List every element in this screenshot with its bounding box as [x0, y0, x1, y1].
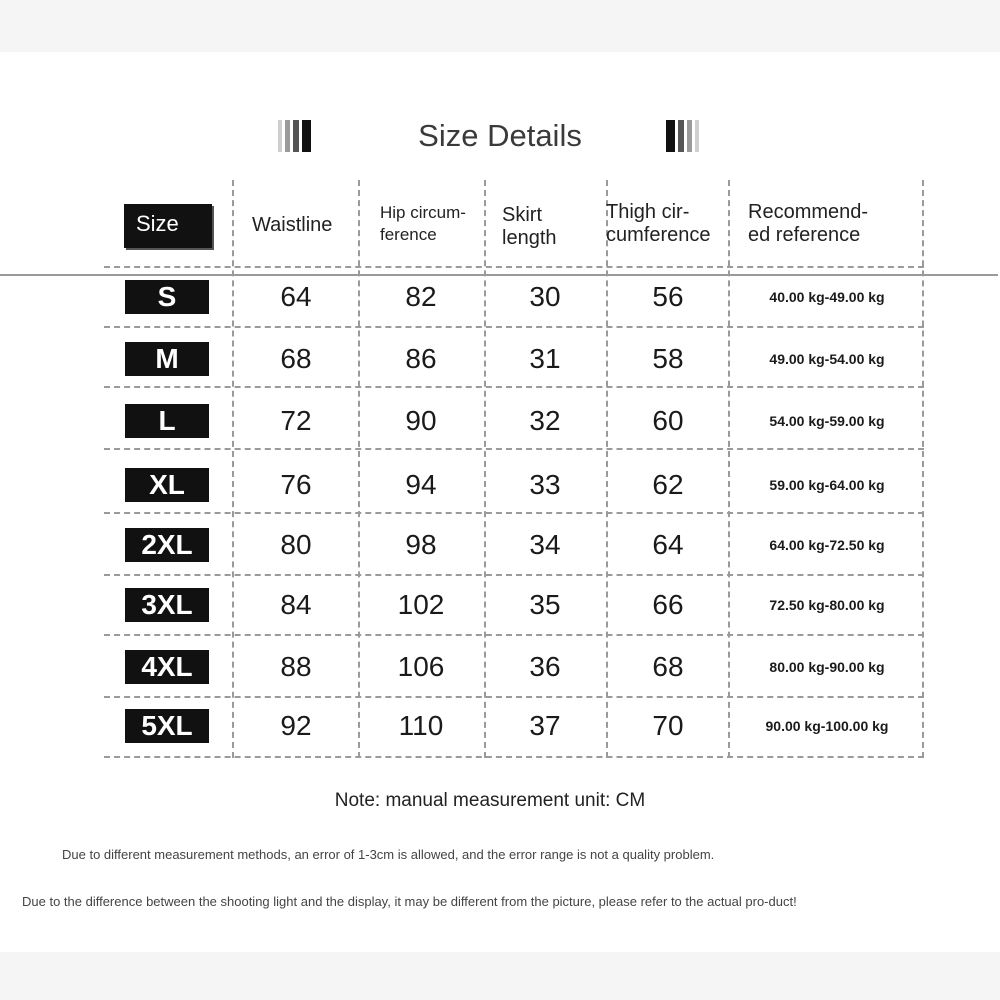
page-title: Size Details — [418, 118, 582, 153]
row-divider — [104, 512, 924, 514]
hip-cell: 86 — [405, 343, 437, 374]
hip-cell: 98 — [405, 529, 437, 560]
header-skirt-line1: Skirt — [502, 204, 542, 226]
thigh-cell: 66 — [652, 589, 684, 620]
title-row — [0, 112, 1000, 164]
skirt-length-cell: 30 — [529, 281, 561, 312]
size-table — [104, 180, 924, 758]
hip-cell: 94 — [405, 469, 437, 500]
bottom-band — [0, 952, 1000, 1000]
waistline-cell: 68 — [280, 343, 312, 374]
hip-cell: 82 — [405, 281, 437, 312]
size-badge: 2XL — [125, 528, 209, 562]
header-skirt-length — [502, 204, 557, 250]
disclaimer-measurement: Due to different measurement methods, an error of 1-3cm is allowed, and the error range is not a quality problem. — [62, 847, 715, 862]
recommended-cell: 80.00 kg-90.00 kg — [769, 659, 885, 675]
recommended-cell: 72.50 kg-80.00 kg — [769, 597, 885, 613]
row-divider — [104, 266, 924, 268]
row-divider — [104, 696, 924, 698]
skirt-length-cell: 37 — [529, 710, 561, 741]
size-badge: M — [125, 342, 209, 376]
header-hip-circumference — [380, 202, 466, 246]
size-badge: L — [125, 404, 209, 438]
waistline-cell: 72 — [280, 405, 312, 436]
thigh-cell: 62 — [652, 469, 684, 500]
thigh-cell: 64 — [652, 529, 684, 560]
row-divider — [104, 634, 924, 636]
header-recommended-reference — [748, 201, 868, 247]
header-recommended-line2: ed reference — [748, 224, 861, 246]
skirt-length-cell: 34 — [529, 529, 561, 560]
waistline-cell: 80 — [280, 529, 312, 560]
decorative-bars-right — [666, 120, 699, 152]
recommended-cell: 90.00 kg-100.00 kg — [765, 718, 889, 734]
size-badge: 4XL — [125, 650, 209, 684]
skirt-length-cell: 36 — [529, 651, 561, 682]
top-band — [0, 0, 1000, 52]
disclaimer-display: Due to the difference between the shooting light and the display, it may be different from the picture, please refer to the actual pro-duct! — [22, 894, 797, 909]
decorative-bars-left — [278, 120, 311, 152]
header-recommended-line1: Recommend- — [748, 201, 869, 223]
row-divider — [104, 574, 924, 576]
hip-cell: 106 — [397, 651, 445, 682]
skirt-length-cell: 33 — [529, 469, 561, 500]
thigh-cell: 60 — [652, 405, 684, 436]
waistline-cell: 76 — [280, 469, 312, 500]
thigh-cell: 56 — [652, 281, 684, 312]
size-badge: S — [125, 280, 209, 314]
skirt-length-cell: 31 — [529, 343, 561, 374]
row-divider — [104, 448, 924, 450]
skirt-length-cell: 35 — [529, 589, 561, 620]
header-skirt-line2: length — [502, 227, 557, 249]
hip-cell: 102 — [397, 589, 445, 620]
size-badge: XL — [125, 468, 209, 502]
header-thigh-line2: cumference — [606, 224, 711, 246]
header-thigh-circumference — [606, 201, 711, 247]
header-hip-line2: ference — [380, 225, 437, 244]
size-badge: 3XL — [125, 588, 209, 622]
recommended-cell: 54.00 kg-59.00 kg — [769, 413, 885, 429]
thigh-cell: 58 — [652, 343, 684, 374]
row-divider — [104, 756, 924, 758]
waistline-cell: 92 — [280, 710, 312, 741]
thigh-cell: 68 — [652, 651, 684, 682]
row-divider — [104, 386, 924, 388]
recommended-cell: 64.00 kg-72.50 kg — [769, 537, 885, 553]
header-hip-line1: Hip circum- — [380, 203, 466, 222]
waistline-cell: 64 — [280, 281, 312, 312]
thigh-cell: 70 — [652, 710, 684, 741]
measurement-note: Note: manual measurement unit: CM — [334, 790, 646, 811]
waistline-cell: 88 — [280, 651, 312, 682]
recommended-cell: 49.00 kg-54.00 kg — [769, 351, 885, 367]
row-divider — [104, 326, 924, 328]
header-thigh-line1: Thigh cir- — [606, 201, 690, 223]
header-size: Size — [124, 204, 212, 248]
skirt-length-cell: 32 — [529, 405, 561, 436]
hip-cell: 90 — [405, 405, 437, 436]
recommended-cell: 59.00 kg-64.00 kg — [769, 477, 885, 493]
waistline-cell: 84 — [280, 589, 312, 620]
header-waistline: Waistline — [252, 214, 333, 236]
hip-cell: 110 — [398, 710, 444, 741]
size-badge: 5XL — [125, 709, 209, 743]
recommended-cell: 40.00 kg-49.00 kg — [769, 289, 885, 305]
